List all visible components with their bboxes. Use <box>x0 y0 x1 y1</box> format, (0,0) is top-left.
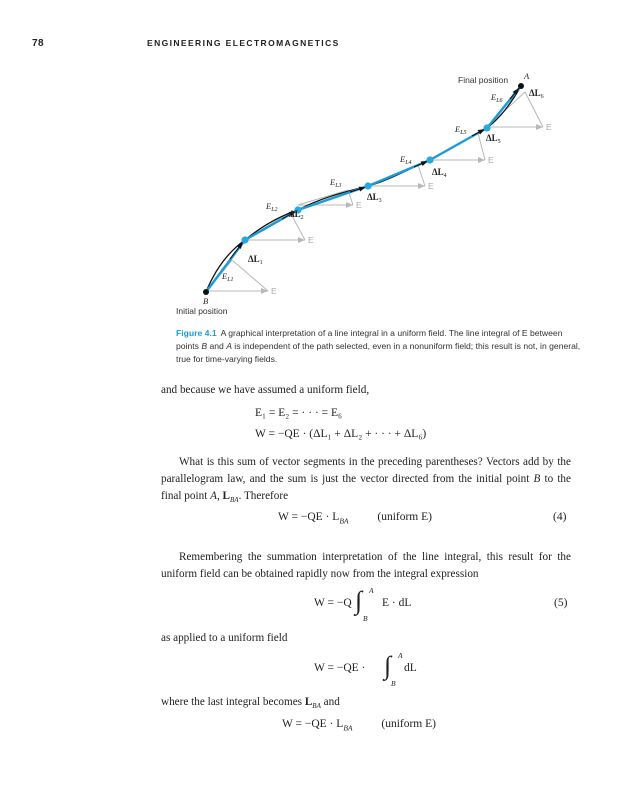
label-el3: $E_{L3}$ <box>330 177 342 189</box>
label-el1: $E_{L1}$ <box>222 271 234 283</box>
page-number: 78 <box>32 38 45 49</box>
label-dl5: $\Delta L_5$ <box>486 133 501 145</box>
label-dl6: $\Delta L_6$ <box>529 88 544 100</box>
label-point-a: A <box>524 71 530 81</box>
equation-5-number: (5) <box>554 597 568 609</box>
label-initial-position: Initial position <box>176 306 228 316</box>
label-dl1: $\Delta L_1$ <box>248 254 263 266</box>
point-a-dot <box>518 83 524 89</box>
label-e-4: E <box>428 181 434 191</box>
paragraph-4: as applied to a uniform field <box>161 632 288 644</box>
label-el2: $E_{L2}$ <box>266 201 278 213</box>
caption-label: Figure 4.1 <box>176 328 217 338</box>
label-e-3: E <box>356 200 362 210</box>
running-title: ENGINEERING ELECTROMAGNETICS <box>147 38 340 48</box>
figure-caption: Figure 4.1 A graphical interpretation of a line integral in a uniform field. The line integral of E between points B and A is independent of the path selected, even in a nonuniform field; this result is not, in general, true for time-varying fields. <box>176 328 581 364</box>
label-final-position: Final position <box>458 75 509 85</box>
equation-4: $W = -QE \cdot L_{BA}$ (uniform E) <box>278 511 432 526</box>
equation-6: W = −QE · <box>314 662 366 674</box>
label-point-b: B <box>203 296 209 306</box>
label-dl4: $\Delta L_4$ <box>432 167 447 179</box>
equation-7: $W = -QE \cdot L_{BA}$ (uniform E) <box>282 718 436 733</box>
equation-5: W = −Q <box>314 597 352 609</box>
paragraph-3: Remembering the summation interpretation of the line integral, this result for the uniform field can be obtained rapidly now from the integral expression <box>161 551 571 580</box>
integral-upper-5: A <box>369 586 374 595</box>
label-e-5: E <box>488 155 494 165</box>
field-vectors <box>207 127 543 291</box>
paragraph-5: where the last integral becomes $L_{BA}$ and <box>161 696 340 711</box>
segment-nodes <box>241 124 490 243</box>
label-e-1: E <box>271 286 277 296</box>
figure-line-integral <box>0 60 627 325</box>
paragraph-2: What is this sum of vector segments in the preceding parentheses? Vectors add by the parallelogram law, and the sum is just the vector directed from the initial point B to the final point A, $L_{BA}$. Therefore <box>161 456 571 505</box>
integral-lower-5: B <box>363 614 368 623</box>
label-e-6: E <box>546 122 552 132</box>
equation-e-equal: E₁ = E₂ = · · · = E₆ <box>255 407 343 419</box>
integral-upper-6: A <box>398 651 403 660</box>
integral-sign-6: ∫ <box>384 651 392 680</box>
label-e-2: E <box>308 235 314 245</box>
equation-work-sum: W = −QE · (ΔL₁ + ΔL₂ + · · · + ΔL₆) <box>255 428 427 440</box>
label-el5: $E_{L5}$ <box>455 124 467 136</box>
label-dl3: $\Delta L_3$ <box>367 192 382 204</box>
paragraph-1: and because we have assumed a uniform field, <box>161 384 370 396</box>
equation-6-integrand: dL <box>404 662 417 674</box>
label-el4: $E_{L4}$ <box>400 154 412 166</box>
point-b-dot <box>203 289 209 295</box>
equation-4-number: (4) <box>553 511 567 523</box>
label-el6: $E_{L6}$ <box>491 92 503 104</box>
equation-5-integrand: E · dL <box>382 597 412 609</box>
label-dl2: $\Delta L_2$ <box>289 209 304 221</box>
integral-lower-6: B <box>391 679 396 688</box>
integral-sign-5: ∫ <box>355 586 363 615</box>
